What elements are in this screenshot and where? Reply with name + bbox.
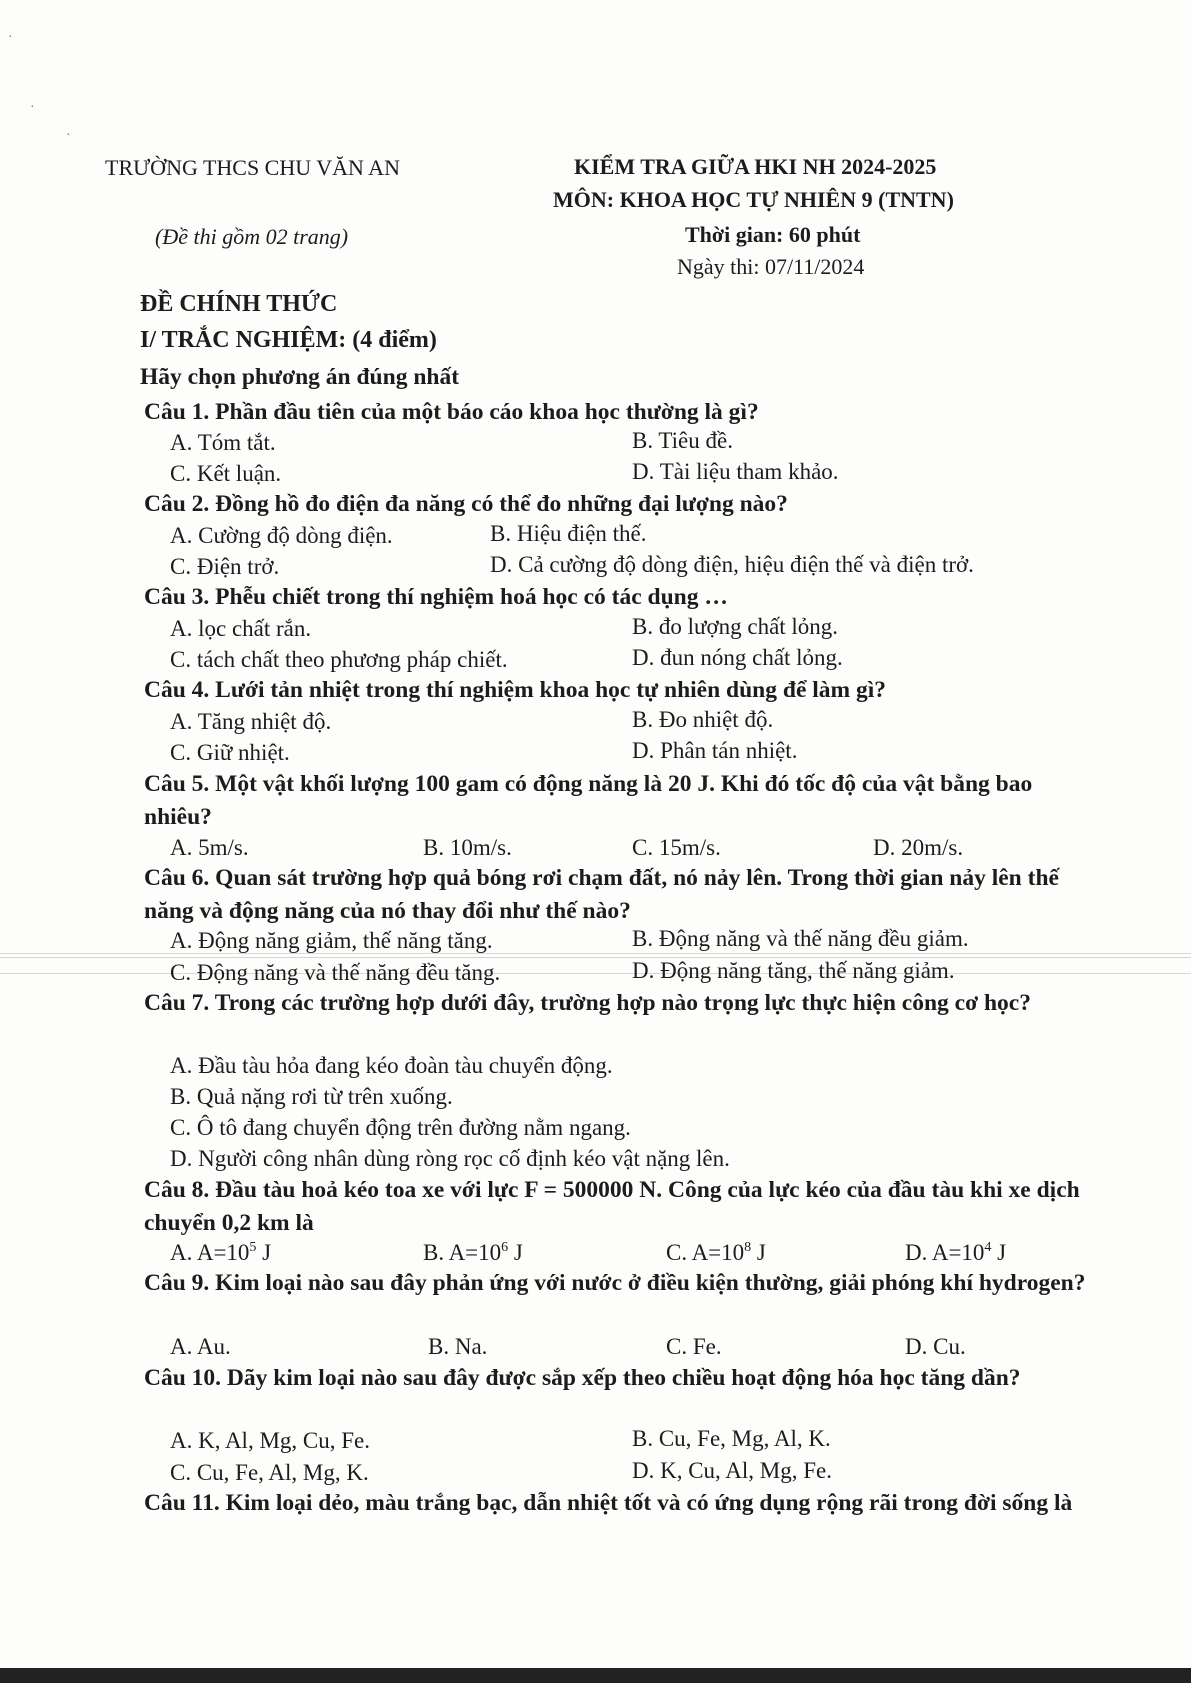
- option-5c: C. 15m/s.: [632, 835, 721, 860]
- option-8c: C. $A=10^8$ J: [666, 1240, 766, 1265]
- question-5: Câu 5. Một vật khối lượng 100 gam có động năng là 20 J. Khi đó tốc độ của vật bằng bao nhiêu?: [144, 771, 1033, 830]
- section-title: I/ TRẮC NGHIỆM: (4 điểm): [140, 327, 437, 353]
- question-10: Câu 10. Dãy kim loại nào sau đây được sắp xếp theo chiều hoạt động hóa học tăng dần?: [144, 1365, 1021, 1391]
- question-6: Câu 6. Quan sát trường hợp quả bóng rơi chạm đất, nó nảy lên. Trong thời gian nảy lên thế năng và động năng của nó thay đổi như thế nào?: [144, 865, 1059, 924]
- option-5d: D. 20m/s.: [873, 835, 964, 860]
- question-1: Câu 1. Phần đầu tiên của một báo cáo khoa học thường là gì?: [144, 399, 759, 425]
- option-4a: A. Tăng nhiệt độ.: [170, 709, 332, 734]
- question-9: Câu 9. Kim loại nào sau đây phản ứng với nước ở điều kiện thường, giải phóng khí hydrogen?: [144, 1270, 1086, 1296]
- option-6a: A. Động năng giảm, thế năng tăng.: [170, 928, 493, 953]
- option-6d: D. Động năng tăng, thế năng giảm.: [632, 958, 955, 983]
- option-7c: C. Ô tô đang chuyển động trên đường nằm ngang.: [170, 1115, 631, 1140]
- subject-title: MÔN: KHOA HỌC TỰ NHIÊN 9 (TNTN): [553, 187, 954, 212]
- option-6b: B. Động năng và thế năng đều giảm.: [632, 926, 969, 951]
- scan-mark: ·: [8, 30, 13, 45]
- option-5b: B. 10m/s.: [423, 835, 512, 860]
- option-10d: D. K, Cu, Al, Mg, Fe.: [632, 1458, 832, 1483]
- option-4b: B. Đo nhiệt độ.: [632, 707, 774, 732]
- option-3c: C. tách chất theo phương pháp chiết.: [170, 647, 508, 672]
- option-9c: C. Fe.: [666, 1334, 722, 1359]
- school-name: TRƯỜNG THCS CHU VĂN AN: [105, 155, 400, 180]
- option-3d: D. đun nóng chất lỏng.: [632, 645, 843, 670]
- scan-line: [0, 957, 1191, 958]
- option-8a: A. $A=10^5$ J: [170, 1240, 272, 1265]
- option-7d: D. Người công nhân dùng ròng rọc cố định kéo vật nặng lên.: [170, 1146, 730, 1171]
- option-4d: D. Phân tán nhiệt.: [632, 738, 798, 763]
- option-9b: B. Na.: [428, 1334, 488, 1359]
- option-7b: B. Quả nặng rơi từ trên xuống.: [170, 1084, 453, 1109]
- question-3: Câu 3. Phễu chiết trong thí nghiệm hoá học có tác dụng …: [144, 584, 728, 610]
- option-10b: B. Cu, Fe, Mg, Al, K.: [632, 1426, 831, 1451]
- option-2a: A. Cường độ dòng điện.: [170, 523, 393, 548]
- option-2d: D. Cả cường độ dòng điện, hiệu điện thế và điện trở.: [490, 552, 974, 577]
- option-3a: A. lọc chất rắn.: [170, 616, 312, 641]
- option-4c: C. Giữ nhiệt.: [170, 740, 290, 765]
- instruction: Hãy chọn phương án đúng nhất: [140, 364, 460, 390]
- option-1c: C. Kết luận.: [170, 461, 282, 486]
- option-10c: C. Cu, Fe, Al, Mg, K.: [170, 1460, 369, 1485]
- scan-bottom-edge: [0, 1668, 1191, 1683]
- official-label: ĐỀ CHÍNH THỨC: [140, 291, 338, 317]
- exam-date: Ngày thi: 07/11/2024: [677, 254, 865, 279]
- option-1d: D. Tài liệu tham khảo.: [632, 459, 839, 484]
- option-6c: C. Động năng và thế năng đều tăng.: [170, 960, 501, 985]
- question-7: Câu 7. Trong các trường hợp dưới đây, trường hợp nào trọng lực thực hiện công cơ học?: [144, 990, 1031, 1016]
- option-1a: A. Tóm tắt.: [170, 430, 276, 455]
- option-5a: A. 5m/s.: [170, 835, 249, 860]
- question-4: Câu 4. Lưới tản nhiệt trong thí nghiệm khoa học tự nhiên dùng để làm gì?: [144, 677, 887, 703]
- option-8d: D. $A=10^4$ J: [905, 1240, 1007, 1265]
- scan-mark: ·: [30, 100, 35, 115]
- option-10a: A. K, Al, Mg, Cu, Fe.: [170, 1428, 370, 1453]
- question-2: Câu 2. Đồng hồ đo điện đa năng có thể đo những đại lượng nào?: [144, 491, 788, 517]
- exam-title: KIỂM TRA GIỮA HKI NH 2024-2025: [574, 154, 937, 179]
- option-9a: A. Au.: [170, 1334, 231, 1359]
- option-1b: B. Tiêu đề.: [632, 428, 733, 453]
- option-8b: B. $A=10^6$ J: [423, 1240, 523, 1265]
- option-2c: C. Điện trở.: [170, 554, 280, 579]
- question-8: Câu 8. Đầu tàu hoả kéo toa xe với lực F = 500000 N. Công của lực kéo của đầu tàu khi xe dịch chuyển 0,2 km là: [144, 1177, 1080, 1236]
- option-3b: B. đo lượng chất lỏng.: [632, 614, 839, 639]
- option-7a: A. Đầu tàu hỏa đang kéo đoàn tàu chuyển động.: [170, 1053, 613, 1078]
- question-11: Câu 11. Kim loại dẻo, màu trắng bạc, dẫn nhiệt tốt và có ứng dụng rộng rãi trong đời sống là: [144, 1490, 1073, 1516]
- option-2b: B. Hiệu điện thế.: [490, 521, 647, 546]
- exam-duration: Thời gian: 60 phút: [685, 222, 861, 247]
- scan-mark: ·: [66, 128, 71, 143]
- option-9d: D. Cu.: [905, 1334, 966, 1359]
- pages-note: (Đề thi gồm 02 trang): [155, 224, 349, 249]
